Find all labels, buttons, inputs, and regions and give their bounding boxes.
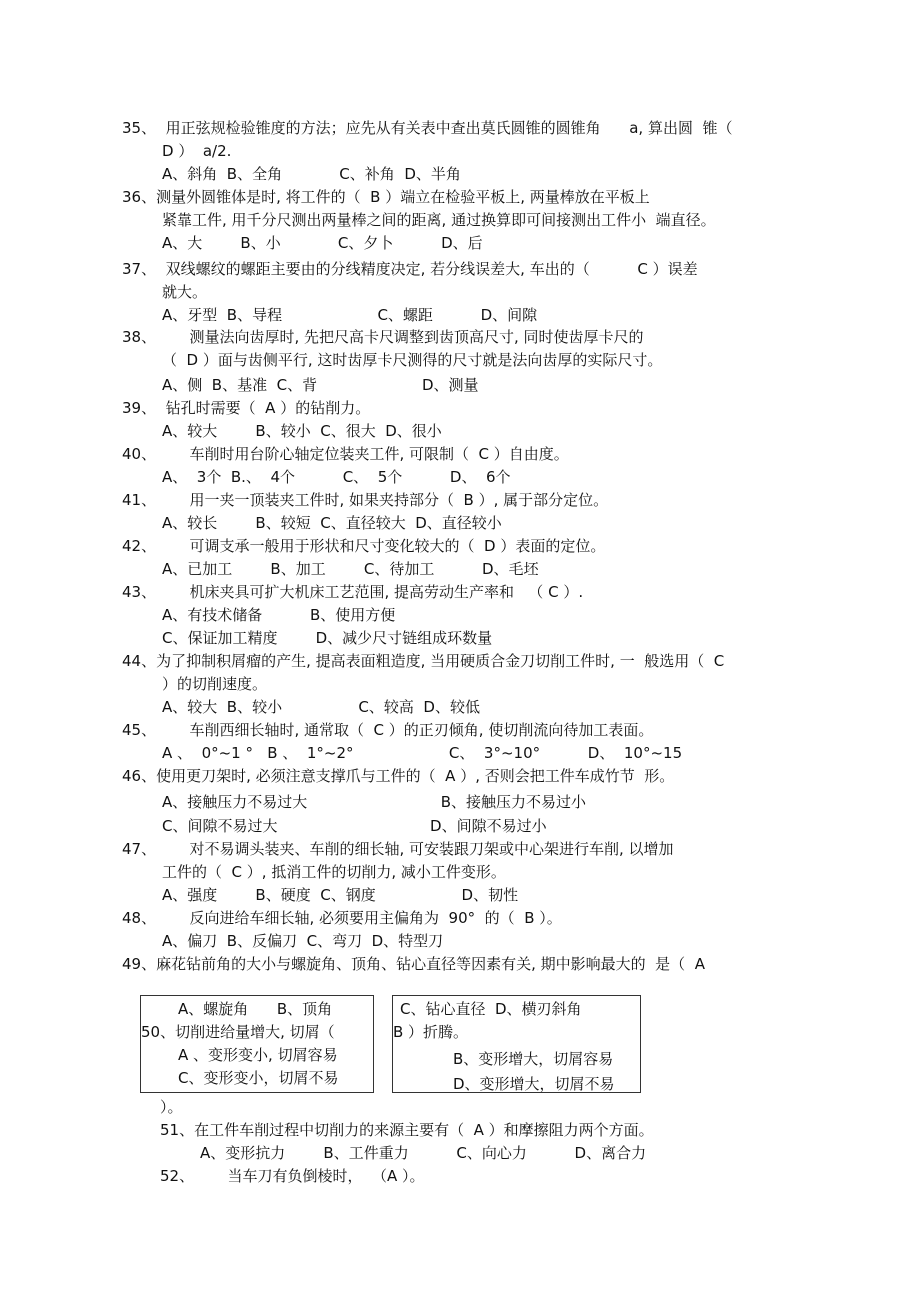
q35-line1: 35、 用正弦规检验锥度的方法；应先从有关表中查出莫氏圆锥的圆锥角 a, 算出圆 锥（ (122, 119, 733, 137)
q41-options: A、较长 B、较短 C、直径较大 D、直径较小 (162, 514, 502, 532)
q47-line1: 47、 对不易调头装夹、车削的细长轴, 可安装跟刀架或中心架进行车削, 以增加 (122, 840, 674, 858)
q49-closing: ）。 (160, 1098, 183, 1116)
q46-options-row2: C、间隙不易过大 D、间隙不易过小 (162, 817, 547, 835)
q45-line1: 45、 车削西细长轴时, 通常取（ C ）的正刃倾角, 使切削流向待加工表面。 (122, 721, 654, 739)
q44-line1: 44、为了抑制积屑瘤的产生, 提高表面粗造度, 当用硬质合金刀切削工件时, 一 般选用（ C (122, 652, 725, 670)
q37-line1: 37、 双线螺纹的螺距主要由的分线精度决定, 若分线误差大, 车出的（ C ）误差 (122, 260, 698, 278)
q51-options: A、变形抗力 B、工件重力 C、向心力 D、离合力 (200, 1144, 647, 1162)
q40-options: A、 3个 B.、 4个 C、 5个 D、 6个 (162, 468, 511, 486)
q46-options-row1: A、接触压力不易过大 B、接触压力不易过小 (162, 793, 587, 811)
q38-options: A、侧 B、基准 C、背 D、测量 (162, 376, 479, 394)
q35-line2: D ） a/2. (162, 142, 232, 160)
q36-line2: 紧靠工件, 用千分尺测出两量棒之间的距离, 通过换算即可间接测出工件小 端直径。 (162, 211, 716, 229)
q50-option-a: A 、变形变小, 切屑容易 (178, 1046, 338, 1064)
q36-options: A、大 B、小 C、夕卜 D、后 (162, 234, 483, 252)
q35-options: A、斜角 B、全角 C、补角 D、半角 (162, 165, 461, 183)
q44-line2: ）的切削速度。 (162, 675, 268, 693)
q42-options: A、已加工 B、加工 C、待加工 D、毛坯 (162, 560, 539, 578)
q48-line1: 48、 反向进给车细长轴, 必须要用主偏角为 90° 的（ B ）。 (122, 909, 562, 927)
q47-line2: 工件的（ C ）, 抵消工件的切削力, 减小工件变形。 (162, 863, 506, 881)
q45-options: A 、 0°~1 ° B 、 1°~2° C、 3°~10° D、 10°~15 (162, 744, 683, 762)
q38-line1: 38、 测量法向齿厚时, 先把尺高卡尺调整到齿顶高尺寸, 同时使齿厚卡尺的 (122, 328, 644, 346)
q38-line2: （ D ）面与齿侧平行, 这时齿厚卡尺测得的尺寸就是法向齿厚的实际尺寸。 (162, 351, 663, 369)
q49-options-right: C、钻心直径 D、横刃斜角 (400, 1000, 582, 1018)
q41-line1: 41、 用一夹一顶装夹工件时, 如果夹持部分（ B ）, 属于部分定位。 (122, 491, 609, 509)
q50-option-b: B、变形增大，切屑容易 (453, 1050, 614, 1068)
q36-line1: 36、测量外圆锥体是时, 将工件的（ B ）端立在检验平板上, 两量棒放在平板上 (122, 188, 650, 206)
q43-options-row1: A、有技术储备 B、使用方便 (162, 606, 396, 624)
q52-line1: 52、 当车刀有负倒棱时， （A ）。 (160, 1167, 425, 1185)
q39-line1: 39、 钻孔时需要（ A ）的钻削力。 (122, 399, 371, 417)
q42-line1: 42、 可调支承一般用于形状和尺寸变化较大的（ D ）表面的定位。 (122, 537, 606, 555)
q46-line1: 46、使用更刀架时, 必须注意支撑爪与工件的（ A ）, 否则会把工件车成竹节 形。 (122, 767, 675, 785)
q49-line1: 49、麻花钻前角的大小与螺旋角、顶角、钻心直径等因素有关, 期中影响最大的 是（ A (122, 955, 705, 973)
q50-line1: 50、切削进给量增大, 切屑（ (141, 1023, 335, 1041)
q39-options: A、较大 B、较小 C、很大 D、很小 (162, 422, 442, 440)
q48-options: A、偏刀 B、反偏刀 C、弯刀 D、特型刀 (162, 932, 444, 950)
q47-options: A、强度 B、硬度 C、钢度 D、韧性 (162, 886, 519, 904)
q43-line1: 43、 机床夹具可扩大机床工艺范围, 提高劳动生产率和 （ C ）. (122, 583, 584, 601)
q49-options-left: A、螺旋角 B、顶角 (178, 1000, 333, 1018)
q50-option-c: C、变形变小，切屑不易 (178, 1069, 339, 1087)
q37-line2: 就大。 (162, 283, 208, 301)
q51-line1: 51、在工件车削过程中切削力的来源主要有（ A ）和摩擦阻力两个方面。 (160, 1121, 654, 1139)
q50-line2: B ）折腾。 (393, 1023, 469, 1041)
q44-options: A、较大 B、较小 C、较高 D、较低 (162, 698, 480, 716)
q40-line1: 40、 车削时用台阶心轴定位装夹工件, 可限制（ C ）自由度。 (122, 445, 569, 463)
q43-options-row2: C、保证加工精度 D、减少尺寸链组成环数量 (162, 629, 493, 647)
q37-options: A、牙型 B、导程 C、螺距 D、间隙 (162, 306, 538, 324)
q50-option-d: D、变形增大，切屑不易 (453, 1075, 615, 1093)
